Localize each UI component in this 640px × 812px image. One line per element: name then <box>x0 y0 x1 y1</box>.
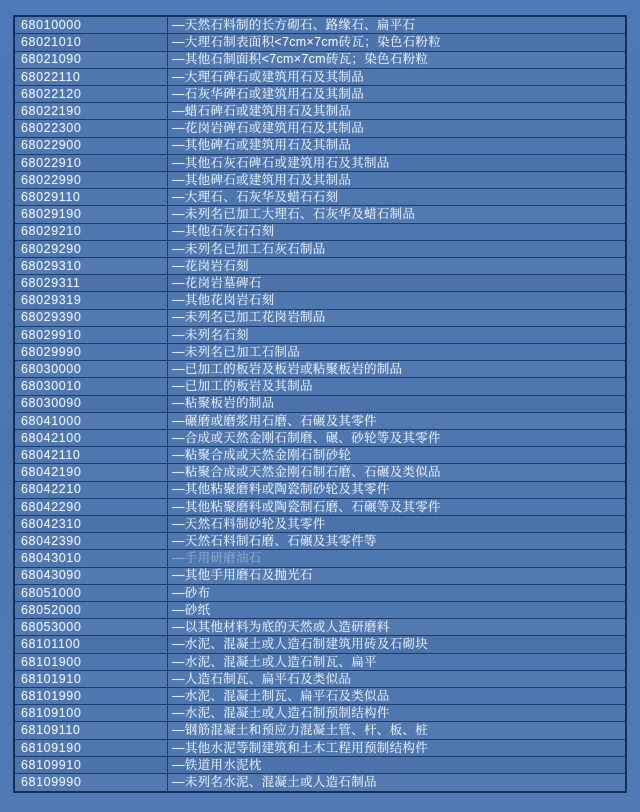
description-cell: —其他碑石或建筑用石及其制品 <box>168 137 627 154</box>
table-row <box>14 85 626 102</box>
table-row <box>14 292 626 309</box>
hs-code-cell: 68101900 <box>14 653 168 670</box>
description-cell: —以其他材料为底的天然或人造研磨料 <box>168 619 627 636</box>
hs-code-cell: 68029390 <box>14 309 168 326</box>
description-cell: —其他手用磨石及抛光石 <box>168 567 627 584</box>
table-row <box>14 481 626 498</box>
hs-code-cell: 68042100 <box>14 430 168 447</box>
table-row <box>14 154 626 171</box>
hs-code-cell: 68101910 <box>14 670 168 687</box>
table-row <box>14 378 626 395</box>
table-row <box>14 584 626 601</box>
table-row <box>14 533 626 550</box>
description-cell: —钢筋混凝土和预应力混凝土管、杆、板、桩 <box>168 722 627 739</box>
hs-code-cell: 68043090 <box>14 567 168 584</box>
table-row <box>14 688 626 705</box>
description-cell: —其他水泥等制建筑和土木工程用预制结构件 <box>168 739 627 756</box>
hs-code-cell: 68022910 <box>14 154 168 171</box>
hs-code-cell: 68052000 <box>14 602 168 619</box>
description-cell: —人造石制瓦、扁平石及类似品 <box>168 670 627 687</box>
table-row <box>14 567 626 584</box>
table-row <box>14 412 626 429</box>
description-cell: —天然石料制的长方砌石、路缘石、扁平石 <box>168 16 627 34</box>
table-row <box>14 68 626 85</box>
description-cell: —其他石制面积<7cm×7cm砖瓦；染色石粉粒 <box>168 51 627 68</box>
hs-code-cell: 68022990 <box>14 171 168 188</box>
table-row <box>14 171 626 188</box>
hs-code-cell: 68101100 <box>14 636 168 653</box>
description-cell: —天然石料制石磨、石碾及其零件等 <box>168 533 627 550</box>
description-cell: —花岗岩墓碑石 <box>168 275 627 292</box>
table-row <box>14 498 626 515</box>
description-cell: —未列名水泥、混凝土或人造石制品 <box>168 774 627 792</box>
description-cell: —手用研磨油石 <box>168 550 627 567</box>
hs-code-cell: 68041000 <box>14 412 168 429</box>
table-row <box>14 670 626 687</box>
description-cell: —大理石碑石或建筑用石及其制品 <box>168 68 627 85</box>
hs-code-cell: 68042390 <box>14 533 168 550</box>
description-cell: —天然石料制砂轮及其零件 <box>168 516 627 533</box>
description-cell: —砂纸 <box>168 602 627 619</box>
hs-code-cell: 68029110 <box>14 189 168 206</box>
description-cell: —未列名已加工大理石、石灰华及蜡石制品 <box>168 206 627 223</box>
hs-code-cell: 68109100 <box>14 705 168 722</box>
hs-code-cell: 68101990 <box>14 688 168 705</box>
hs-code-cell: 68042210 <box>14 481 168 498</box>
hs-code-cell: 68029311 <box>14 275 168 292</box>
description-cell: —其他粘聚磨料或陶瓷制砂轮及其零件 <box>168 481 627 498</box>
table-row <box>14 464 626 481</box>
hs-code-cell: 68042290 <box>14 498 168 515</box>
hs-code-cell: 68042190 <box>14 464 168 481</box>
table-row <box>14 619 626 636</box>
table-row <box>14 326 626 343</box>
description-cell: —已加工的板岩及板岩或粘聚板岩的制品 <box>168 361 627 378</box>
table-row <box>14 756 626 773</box>
hs-code-cell: 68043010 <box>14 550 168 567</box>
description-cell: —花岗岩碑石或建筑用石及其制品 <box>168 120 627 137</box>
description-cell: —未列名已加工花岗岩制品 <box>168 309 627 326</box>
table-row <box>14 206 626 223</box>
hs-code-cell: 68051000 <box>14 584 168 601</box>
description-cell: —粘聚合成或天然金刚石制石磨、石碾及类似品 <box>168 464 627 481</box>
table-row <box>14 240 626 257</box>
description-cell: —石灰华碑石或建筑用石及其制品 <box>168 85 627 102</box>
hs-code-cell: 68022190 <box>14 103 168 120</box>
hs-code-cell: 68029190 <box>14 206 168 223</box>
description-cell: —其他石灰石石刻 <box>168 223 627 240</box>
table-row <box>14 447 626 464</box>
table-row <box>14 653 626 670</box>
table-row <box>14 774 626 792</box>
table-row <box>14 722 626 739</box>
description-cell: —水泥、混凝土制瓦、扁平石及类似品 <box>168 688 627 705</box>
table-row <box>14 309 626 326</box>
table-row <box>14 120 626 137</box>
description-cell: —合成或天然金刚石制磨、碾、砂轮等及其零件 <box>168 430 627 447</box>
description-cell: —粘聚合成或天然金刚石制砂轮 <box>168 447 627 464</box>
description-cell: —碾磨或磨浆用石磨、石碾及其零件 <box>168 412 627 429</box>
description-cell: —粘聚板岩的制品 <box>168 395 627 412</box>
description-cell: —未列名已加工石灰石制品 <box>168 240 627 257</box>
description-cell: —其他花岗岩石刻 <box>168 292 627 309</box>
table-row <box>14 395 626 412</box>
hs-code-cell: 68042310 <box>14 516 168 533</box>
hs-code-cell: 68029210 <box>14 223 168 240</box>
hs-code-table <box>13 15 627 793</box>
hs-code-cell: 68030000 <box>14 361 168 378</box>
hs-code-cell: 68010000 <box>14 16 168 34</box>
hs-code-cell: 68029310 <box>14 257 168 274</box>
description-cell: —大理石、石灰华及蜡石石刻 <box>168 189 627 206</box>
description-cell: —已加工的板岩及其制品 <box>168 378 627 395</box>
table-row <box>14 430 626 447</box>
hs-code-cell: 68029990 <box>14 344 168 361</box>
hs-code-cell: 68022900 <box>14 137 168 154</box>
hs-code-cell: 68030090 <box>14 395 168 412</box>
table-row <box>14 550 626 567</box>
hs-code-cell: 68021090 <box>14 51 168 68</box>
table-row <box>14 103 626 120</box>
table-row <box>14 189 626 206</box>
hs-code-cell: 68042110 <box>14 447 168 464</box>
description-cell: —水泥、混凝土或人造石制瓦、扁平 <box>168 653 627 670</box>
table-row <box>14 636 626 653</box>
table-row <box>14 16 626 34</box>
table-row <box>14 602 626 619</box>
hs-code-cell: 68022300 <box>14 120 168 137</box>
hs-code-cell: 68109910 <box>14 756 168 773</box>
table-row <box>14 257 626 274</box>
hs-code-cell: 68109110 <box>14 722 168 739</box>
table-row <box>14 344 626 361</box>
description-cell: —其他碑石或建筑用石及其制品 <box>168 171 627 188</box>
hs-code-cell: 68030010 <box>14 378 168 395</box>
table-row <box>14 739 626 756</box>
table-row <box>14 361 626 378</box>
hs-code-cell: 68029290 <box>14 240 168 257</box>
description-cell: —蜡石碑石或建筑用石及其制品 <box>168 103 627 120</box>
hs-code-cell: 68021010 <box>14 34 168 51</box>
table-body <box>14 16 626 792</box>
hs-code-cell: 68029910 <box>14 326 168 343</box>
table-row <box>14 223 626 240</box>
description-cell: —其他粘聚磨料或陶瓷制石磨、石碾等及其零件 <box>168 498 627 515</box>
table-row <box>14 51 626 68</box>
hs-code-cell: 68022120 <box>14 85 168 102</box>
description-cell: —砂布 <box>168 584 627 601</box>
description-cell: —花岗岩石刻 <box>168 257 627 274</box>
description-cell: —其他石灰石碑石或建筑用石及其制品 <box>168 154 627 171</box>
description-cell: —铁道用水泥枕 <box>168 756 627 773</box>
table-row <box>14 34 626 51</box>
description-cell: —未列名石刻 <box>168 326 627 343</box>
table-row <box>14 516 626 533</box>
hs-code-cell: 68109190 <box>14 739 168 756</box>
description-cell: —大理石制表面积<7cm×7cm砖瓦；染色石粉粒 <box>168 34 627 51</box>
hs-code-cell: 68022110 <box>14 68 168 85</box>
hs-code-cell: 68029319 <box>14 292 168 309</box>
hs-code-cell: 68109990 <box>14 774 168 792</box>
table-row <box>14 705 626 722</box>
table-row <box>14 137 626 154</box>
hs-code-cell: 68053000 <box>14 619 168 636</box>
description-cell: —水泥、混凝土或人造石制预制结构件 <box>168 705 627 722</box>
table-row <box>14 275 626 292</box>
description-cell: —未列名已加工石制品 <box>168 344 627 361</box>
description-cell: —水泥、混凝土或人造石制建筑用砖及石砌块 <box>168 636 627 653</box>
